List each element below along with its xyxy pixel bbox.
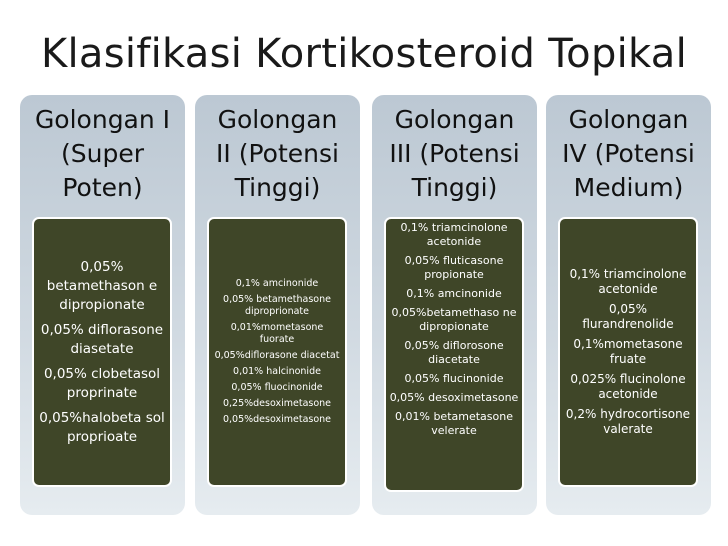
drug-list-box [207, 217, 347, 487]
drug-item: 0,1% triamcinolone acetonide [400, 221, 508, 248]
column-heading [20, 103, 185, 205]
drug-item: 0,05%diflorasone diacetat [214, 350, 340, 361]
drug-item: 0,05% flucinonide [404, 372, 504, 385]
column-golongan-3 [372, 95, 537, 515]
drug-list-box [32, 217, 172, 487]
drug-item: 0,05% desoximetasone [389, 391, 519, 404]
drug-item: 0,01% betametasone velerate [395, 410, 513, 437]
drug-item: 0,05%halobeta sol proprioate [39, 409, 165, 445]
drug-item: 0,1% amcinonide [235, 278, 319, 289]
drug-item: 0,05% betamethason e dipropionate [46, 258, 158, 313]
heading-line: III (Potensi [389, 139, 520, 168]
drug-item: 0,05%betamethaso ne dipropionate [391, 306, 517, 333]
heading-line: Golongan [217, 105, 338, 134]
drug-item: 0,1% triamcinolone acetonide [569, 266, 687, 296]
column-heading [372, 103, 537, 205]
column-golongan-4 [546, 95, 711, 515]
drug-item: 0,05%desoximetasone [222, 414, 332, 425]
drug-list-box [558, 217, 698, 487]
column-golongan-1 [20, 95, 185, 515]
drug-item: 0,1% amcinonide [406, 287, 502, 300]
drug-item: 0,05% flurandrenolide [582, 301, 674, 331]
heading-line: Golongan [394, 105, 515, 134]
drug-item: 0,01%mometasone fuorate [230, 322, 324, 345]
heading-line: II (Potensi [216, 139, 339, 168]
drug-item: 0,05% clobetasol proprinate [43, 365, 161, 401]
drug-item: 0,1%mometasone fruate [573, 336, 683, 366]
page-title: Klasifikasi Kortikosteroid Topikal [40, 31, 688, 77]
heading-line: Golongan [568, 105, 689, 134]
heading-line: Tinggi) [411, 173, 498, 202]
drug-item: 0,05% diflorosone diacetate [404, 339, 504, 366]
drug-item: 0,01% halcinonide [233, 366, 321, 377]
heading-line: IV (Potensi [562, 139, 695, 168]
drug-item: 0,2% hydrocortisone valerate [565, 406, 691, 436]
drug-item: 0,05% diflorasone diasetate [40, 321, 164, 357]
drug-item: 0,25%desoximetasone [222, 398, 332, 409]
drug-item: 0,05% fluticasone propionate [404, 254, 504, 281]
drug-list-box [384, 217, 524, 492]
heading-line: Golongan I [34, 105, 171, 134]
heading-line: Tinggi) [234, 173, 321, 202]
column-heading [195, 103, 360, 205]
heading-line: (Super [61, 139, 144, 168]
drug-item: 0,05% fluocinonide [231, 382, 323, 393]
drug-item: 0,025% flucinolone acetonide [570, 371, 686, 401]
column-heading [546, 103, 711, 205]
heading-line: Medium) [573, 173, 684, 202]
heading-line: Poten) [62, 173, 143, 202]
column-golongan-2 [195, 95, 360, 515]
drug-item: 0,05% betamethasone diproprionate [223, 294, 331, 317]
